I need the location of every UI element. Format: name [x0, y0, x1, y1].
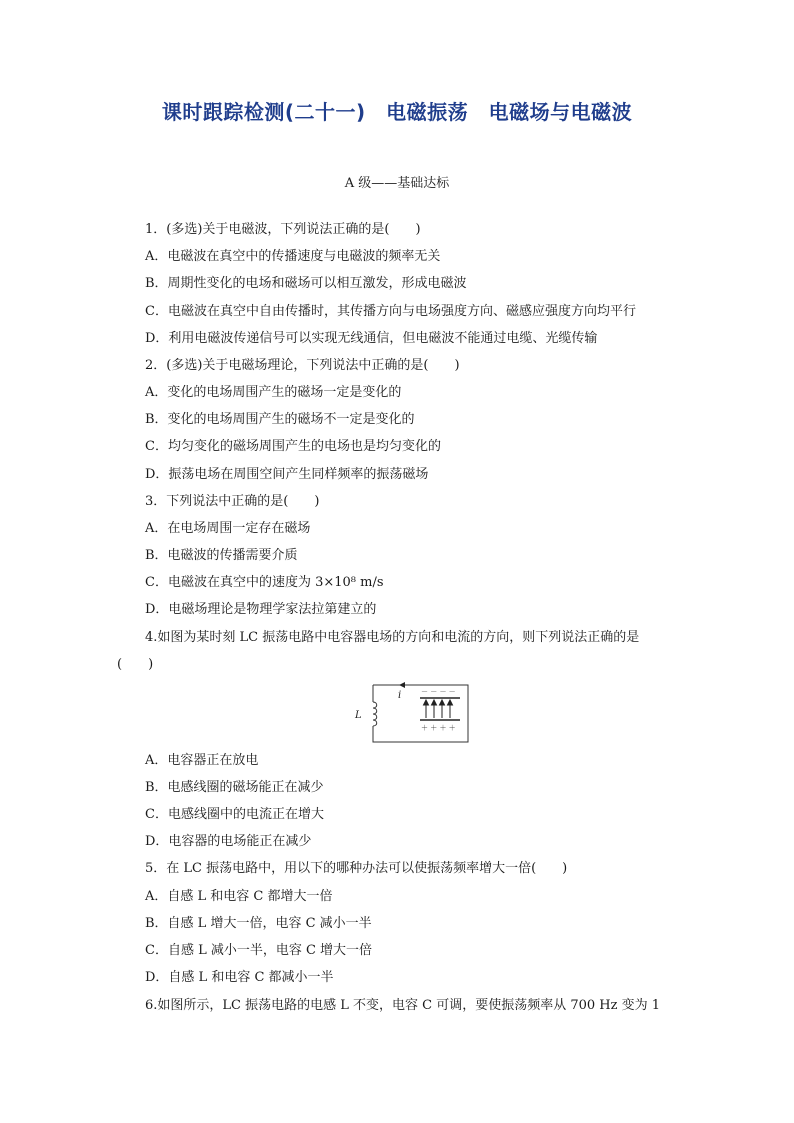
current-arrow-icon	[399, 682, 405, 688]
inductor-coil-icon	[373, 702, 377, 726]
top-plate-charge-signs: － － － －	[421, 688, 456, 696]
question-3-option-c: C．电磁波在真空中的速度为 3×10⁸ m/s	[145, 575, 384, 590]
question-4-answer-bracket: ( )	[117, 657, 154, 672]
question-5-stem: 5．在 LC 振荡电路中，用以下的哪种办法可以使振荡频率增大一倍( )	[145, 861, 568, 876]
current-label: i	[398, 690, 402, 701]
question-1-option-b: B．周期性变化的电场和磁场可以相互激发，形成电磁波	[145, 276, 467, 291]
question-2-stem: 2．(多选)关于电磁场理论，下列说法中正确的是( )	[145, 358, 460, 373]
question-3-option-b: B．电磁波的传播需要介质	[145, 548, 298, 563]
question-4-option-d: D．电容器的电场能正在减少	[145, 834, 312, 849]
question-3-option-a: A．在电场周围一定存在磁场	[145, 521, 311, 536]
electric-field-arrows	[424, 700, 453, 718]
bottom-plate-charge-signs: ＋ ＋ ＋ ＋	[421, 724, 456, 732]
question-4-option-a: A．电容器正在放电	[145, 753, 259, 768]
question-2-option-d: D．振荡电场在周围空间产生同样频率的振荡磁场	[145, 467, 429, 482]
page-title: 课时跟踪检测(二十一) 电磁振荡 电磁场与电磁波	[161, 100, 633, 124]
question-2-option-b: B．变化的电场周围产生的磁场不一定是变化的	[145, 412, 415, 427]
question-3-stem: 3．下列说法中正确的是( )	[145, 494, 320, 509]
question-1-option-c: C．电磁波在真空中自由传播时，其传播方向与电场强度方向、磁感应强度方向均平行	[145, 304, 636, 319]
question-1-option-a: A．电磁波在真空中的传播速度与电磁波的频率无关	[145, 249, 441, 264]
question-5-option-a: A．自感 L 和电容 C 都增大一倍	[145, 889, 333, 904]
question-5-option-c: C．自感 L 减小一半，电容 C 增大一倍	[145, 943, 373, 958]
question-4-stem: 4.如图为某时刻 LC 振荡电路中电容器电场的方向和电流的方向，则下列说法正确的是	[145, 630, 640, 645]
question-5-option-b: B．自感 L 增大一倍，电容 C 减小一半	[145, 916, 372, 931]
question-5-option-d: D．自感 L 和电容 C 都减小一半	[145, 970, 334, 985]
question-6-stem: 6.如图所示，LC 振荡电路的电感 L 不变，电容 C 可调，要使振荡频率从 700 Hz 变为 1	[145, 998, 661, 1013]
lc-circuit-figure	[350, 680, 480, 748]
question-1-option-d: D．利用电磁波传递信号可以实现无线通信，但电磁波不能通过电缆、光缆传输	[145, 331, 598, 346]
question-2-option-a: A．变化的电场周围产生的磁场一定是变化的	[145, 385, 402, 400]
question-4-option-b: B．电感线圈的磁场能正在减少	[145, 780, 324, 795]
question-1-stem: 1．(多选)关于电磁波，下列说法正确的是( )	[145, 222, 421, 237]
question-2-option-c: C．均匀变化的磁场周围产生的电场也是均匀变化的	[145, 439, 441, 454]
question-3-option-d: D．电磁场理论是物理学家法拉第建立的	[145, 602, 377, 617]
level-heading: A 级——基础达标	[344, 176, 450, 191]
inductor-label: L	[355, 710, 362, 721]
question-4-option-c: C．电感线圈中的电流正在增大	[145, 807, 324, 822]
